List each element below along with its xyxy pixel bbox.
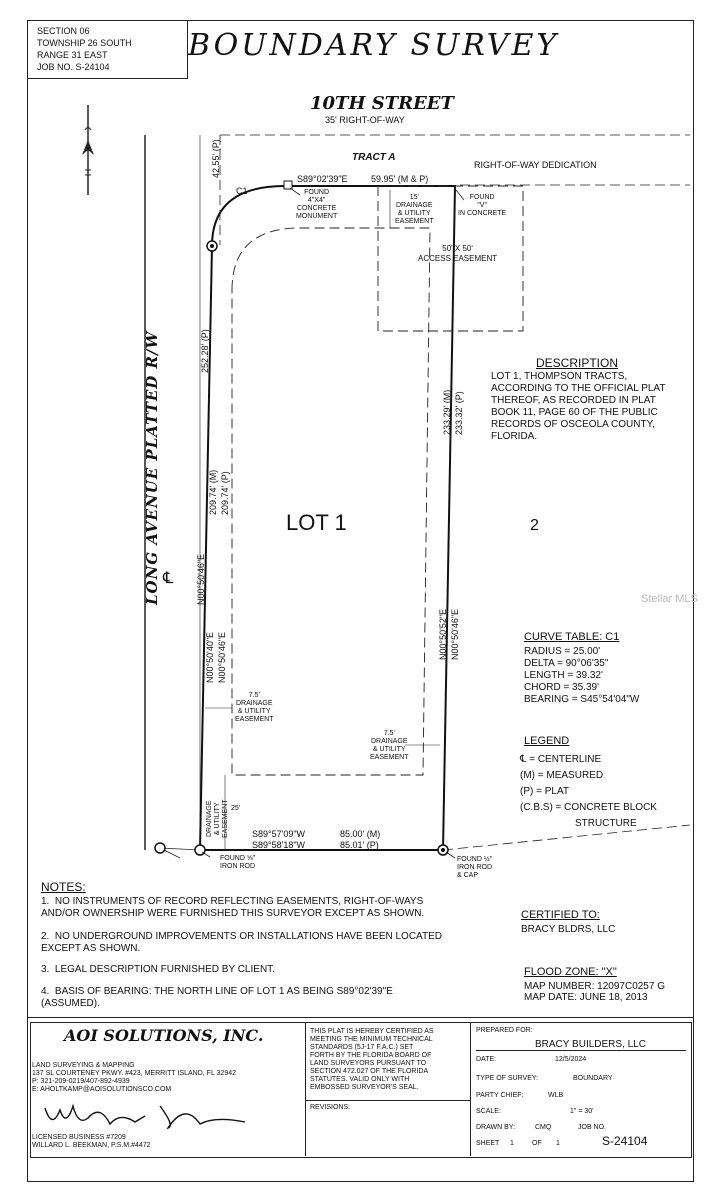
party-chief-label: PARTY CHIEF:: [476, 1092, 524, 1099]
tract-label: TRACT A: [352, 152, 396, 163]
note-3: 3. LEGAL DESCRIPTION FURNISHED BY CLIENT.: [41, 964, 275, 975]
description-text: LOT 1, THOMPSON TRACTS, ACCORDING TO THE OFFICIAL PLAT THEREOF, AS RECORDED IN PLAT BOOK 11, PAGE 60 OF THE PUBLIC RECORDS OF OSCEOLA COUNTY, FLORIDA.: [491, 371, 666, 442]
scale-value: 1" = 30': [570, 1108, 594, 1115]
prepared-for-name: BRACY BUILDERS, LLC: [535, 1039, 646, 1050]
date-label: DATE:: [476, 1056, 497, 1063]
drawn-by-value: CMQ: [535, 1124, 552, 1131]
legend-cbs: (C.B.S) = CONCRETE BLOCK: [520, 802, 657, 813]
dim-25: 25': [231, 805, 241, 812]
notes-heading: NOTES:: [41, 880, 86, 894]
legend-list: [520, 752, 657, 832]
note-2: 2. NO UNDERGROUND IMPROVEMENTS OR INSTALLATIONS HAVE BEEN LOCATED EXCEPT AS SHOWN.: [41, 931, 442, 954]
date-value: 12/5/2024: [555, 1056, 587, 1063]
dim-42-55: 42.55' (P): [211, 139, 221, 178]
curve-radius: RADIUS = 25.00': [524, 646, 601, 657]
survey-type-label: TYPE OF SURVEY:: [476, 1075, 539, 1082]
curve-table-heading: CURVE TABLE: C1: [524, 631, 620, 643]
range-text: RANGE 31 EAST: [37, 50, 108, 60]
signature: [40, 1096, 250, 1132]
certified-value: BRACY BLDRS, LLC: [521, 924, 616, 935]
company-line4: E: AHOLTKAMP@AOISOLUTIONSCO.COM: [32, 1086, 172, 1093]
curve-chord: CHORD = 35.39': [524, 682, 599, 693]
drainage-easement-west: 7.5' DRAINAGE & UTILITY EASEMENT: [235, 692, 274, 723]
street-name: 10TH STREET: [310, 93, 454, 114]
revisions-label: REVISIONS:: [310, 1104, 351, 1111]
company-line2: 137 SL COURTENEY PKWY. #423, MERRITT ISLAND, FL 32942: [32, 1070, 236, 1077]
party-chief-value: WLB: [548, 1092, 564, 1099]
company-line3: P: 321-209-0219/407-892-4939: [32, 1078, 130, 1085]
legend-cbs-2: STRUCTURE: [575, 818, 637, 829]
east-dist-measured: 233.29' (M): [442, 389, 452, 435]
curve-bearing: BEARING = S45°54'04"W: [524, 694, 640, 705]
found-monument-label: FOUND 4"X4" CONCRETE MONUMENT: [296, 189, 338, 220]
watermark: Stellar MLS: [641, 593, 698, 605]
west-bearing-plat: N00°50'46"E: [217, 631, 227, 683]
prepared-for-label: PREPARED FOR:: [476, 1027, 533, 1034]
sheet-number: 1: [510, 1140, 514, 1147]
revisions-divider: [305, 1100, 470, 1101]
drainage-easement-15: 15' DRAINAGE & UTILITY EASEMENT: [395, 194, 434, 225]
curve-label: C1: [236, 186, 248, 196]
curve-table: [524, 646, 639, 706]
found-iron-rod-label: FOUND ⅝" IRON ROD: [220, 855, 256, 870]
prepared-underline: [476, 1050, 686, 1051]
drainage-easement-south: DRAINAGE & UTILITY EASEMENT: [206, 799, 229, 838]
south-bearing-plat: S89°58'18"W: [252, 840, 306, 850]
access-easement-label: 50' X 50' ACCESS EASEMENT: [418, 244, 498, 263]
section-text: SECTION 06: [37, 26, 90, 36]
sheet-total: 1: [556, 1140, 560, 1147]
south-dist-measured: 85.00' (M): [340, 829, 381, 839]
south-bearing-measured: S89°57'09"W: [252, 829, 306, 839]
license-number: LICENSED BUSINESS #7209: [32, 1134, 126, 1141]
certified-heading: CERTIFIED TO:: [521, 909, 600, 921]
legend-heading: LEGEND: [524, 735, 570, 747]
street-row: 35' RIGHT-OF-WAY: [325, 115, 405, 125]
north-bearing: S89°02'39"E: [297, 174, 348, 184]
east-bearing-plat: N00°50'46"E: [450, 608, 460, 660]
company-name: AOI SOLUTIONS, INC.: [64, 1026, 264, 1045]
east-bearing-measured: N00°50'52"E: [438, 608, 448, 660]
certification-text: THIS PLAT IS HEREBY CERTIFIED AS MEETING THE MINIMUM TECHNICAL STANDARDS (5J-17 F.A.C.) SET FORTH BY THE FLORIDA BOARD OF LAND SURVEYORS PURSUANT TO SECTION 472.027 OF THE FLORIDA STATUTES. VALID ONLY WITH EMBOSSED SURVEYOR'S SEAL.: [310, 1028, 434, 1091]
row-dedication-label: RIGHT-OF-WAY DEDICATION: [474, 160, 597, 170]
page-title: BOUNDARY SURVEY: [188, 28, 560, 63]
west-bearing-measured: N00°50'40"E: [205, 631, 215, 683]
curve-length: LENGTH = 39.32': [524, 670, 603, 681]
curve-delta: DELTA = 90°06'35": [524, 658, 609, 669]
drawn-by-label: DRAWN BY:: [476, 1124, 516, 1131]
long-avenue-label: LONG AVENUE PLATTED R/W: [143, 330, 161, 605]
job-no-label: JOB NO.: [578, 1124, 607, 1131]
west-bearing-main: N00°50'46"E: [196, 553, 206, 605]
sheet-label: SHEET: [476, 1140, 500, 1147]
flood-zone-heading: FLOOD ZONE: "X": [524, 966, 617, 978]
township-text: TOWNSHIP 26 SOUTH: [37, 38, 132, 48]
sheet-of-label: OF: [532, 1140, 542, 1147]
company-line1: LAND SURVEYING & MAPPING: [32, 1062, 135, 1069]
found-iron-rod-cap-label: FOUND ½" IRON ROD & CAP: [457, 856, 493, 879]
scale-label: SCALE:: [476, 1108, 501, 1115]
lot-label: LOT 1: [286, 510, 347, 535]
east-dist-plat: 233.32' (P): [454, 391, 464, 435]
found-v-label: FOUND "V" IN CONCRETE: [458, 194, 507, 217]
legend-centerline: ℄ = CENTERLINE: [520, 754, 602, 765]
title-block-divider: [27, 1017, 693, 1018]
job-number: S-24104: [602, 1134, 648, 1148]
south-dist-plat: 85.01' (P): [340, 840, 379, 850]
drainage-easement-east: 7.5' DRAINAGE & UTILITY EASEMENT: [370, 730, 409, 761]
dim-252-28: 252.28' (P): [200, 329, 210, 373]
north-distance: 59.95' (M & P): [371, 174, 429, 184]
description-heading: DESCRIPTION: [536, 356, 619, 370]
flood-map-date: MAP DATE: JUNE 18, 2013: [524, 992, 648, 1003]
survey-type-value: BOUNDARY: [573, 1075, 613, 1082]
lot-2-label: 2: [530, 517, 539, 534]
job-no-text: JOB NO. S-24104: [37, 62, 110, 72]
centerline-symbol: ℄: [163, 570, 174, 587]
surveyor-name: WILLARD L. BEEKMAN, P.S.M.#4472: [32, 1142, 151, 1149]
note-1: 1. NO INSTRUMENTS OF RECORD REFLECTING EASEMENTS, RIGHT-OF-WAYS AND/OR OWNERSHIP WERE FURNISHED THIS SURVEYOR EXCEPT AS SHOWN.: [41, 896, 425, 919]
note-4: 4. BASIS OF BEARING: THE NORTH LINE OF LOT 1 AS BEING S89°02'39"E (ASSUMED).: [41, 986, 393, 1009]
legend-plat: (P) = PLAT: [520, 786, 569, 797]
west-dist-plat: 209.74' (P): [220, 471, 230, 515]
legend-measured: (M) = MEASURED: [520, 770, 604, 781]
flood-map-number: MAP NUMBER: 12097C0257 G: [524, 981, 665, 992]
west-dist-measured: 209.74' (M): [208, 469, 218, 515]
